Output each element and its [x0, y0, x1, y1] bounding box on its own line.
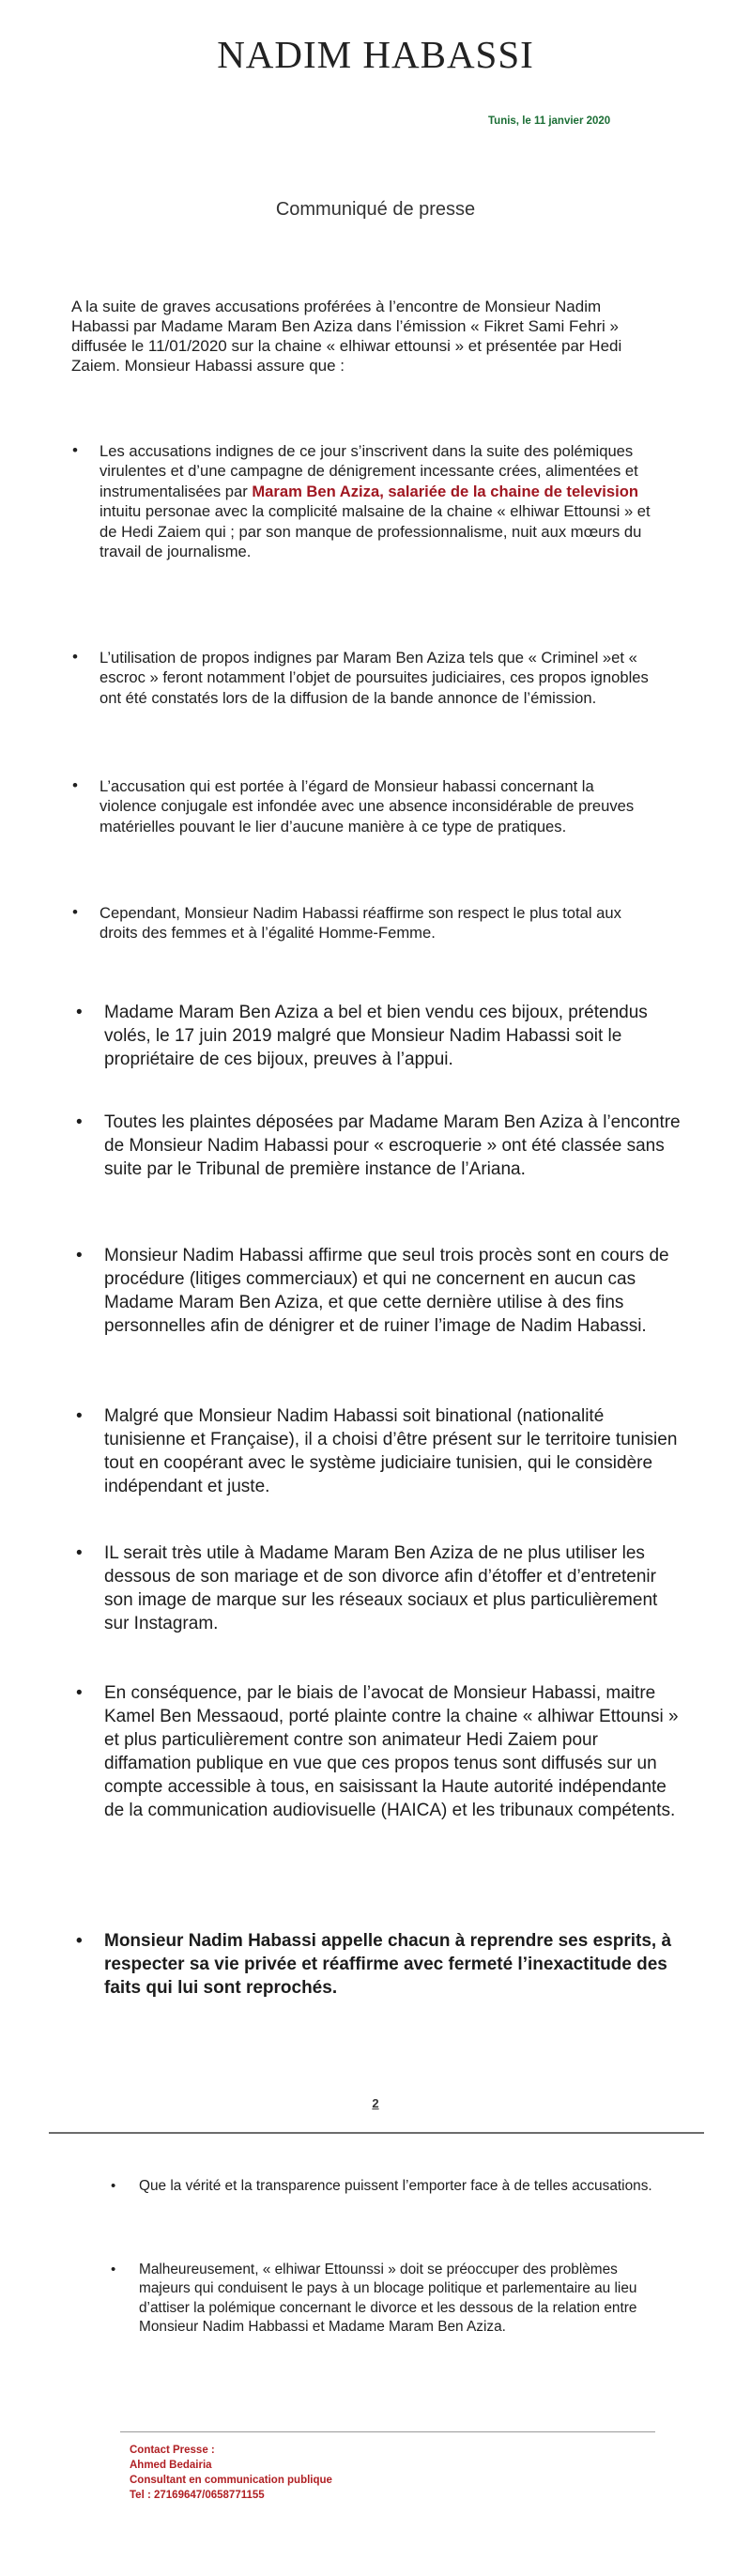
list-item: • Cependant, Monsieur Nadim Habassi réaffirme son respect le plus total aux droits des femmes et à l’égalité Homme-Femme.: [100, 903, 653, 943]
list-item-text: Les accusations indignes de ce jour s’inscrivent dans la suite des polémiques virulentes et d’une campagne de dénigrement incessante crées, alimentées et instrumentalisées par: [100, 442, 638, 500]
document-header-name: NADIM HABASSI: [217, 33, 534, 76]
page-separator: [49, 2132, 704, 2134]
list-item: • IL serait très utile à Madame Maram Ben Aziza de ne plus utiliser les dessous de son mariage et de son divorce afin d’étoffer et d’entretenir son image de marque sur les réseaux sociaux et plus particulièrement sur Instagram.: [104, 1541, 686, 1635]
list-item: • Malheureusement, « elhiwar Ettounssi » doit se préoccuper des problèmes majeurs qui conduisent le pays à un blocage politique et parlementaire au lieu d’attiser la polémique concernant le divorce et les dessous de la relation entre Monsieur Nadim Habbassi et Madame Maram Ben Aziza.: [139, 2261, 660, 2338]
bullet-list-page2: [104, 1001, 686, 1071]
contact-name: Ahmed Bedairia: [130, 2460, 212, 2471]
list-item-text: intuitu personae avec la complicité malsaine de la chaine « elhiwar Ettounsi » et de Hedi Zaiem qui ; par son manque de professionnalisme, nuit aux mœurs du travail de journalisme.: [100, 502, 651, 561]
contact-separator: [120, 2431, 655, 2432]
bullet-list-page3: [139, 2177, 660, 2196]
bullet-list-page2: [104, 1929, 686, 2000]
document-title: Communiqué de presse: [275, 199, 476, 220]
contact-phone: Tel : 27169647/0658771155: [130, 2490, 265, 2501]
bullet-list-page1: [100, 903, 653, 943]
contact-label: Contact Presse :: [130, 2445, 215, 2456]
bullet-list-page1: [100, 441, 653, 561]
bullet-list-page1: [100, 776, 653, 836]
bullet-list-page2: [104, 1404, 686, 1498]
contact-role: Consultant en communication publique: [130, 2475, 332, 2486]
bullet-list-page2: [104, 1244, 686, 1338]
list-item: • Malgré que Monsieur Nadim Habassi soit binational (nationalité tunisienne et Française), il a choisi d’être présent sur le territoire tunisien tout en coopérant avec le système judiciaire tunisien, qui le considère indépendant et juste.: [104, 1404, 686, 1498]
list-item: [100, 441, 653, 561]
highlight-text: Maram Ben Aziza, salariée de la chaine de television: [252, 482, 638, 500]
document-date: Tunis, le 11 janvier 2020: [488, 115, 611, 127]
intro-paragraph: A la suite de graves accusations proférées à l’encontre de Monsieur Nadim Habassi par Madame Maram Ben Aziza dans l’émission « Fikret Sami Fehri » diffusée le 11/01/2020 sur la chaine « elhiwar ettounsi » et présentée par Hedi Zaiem. Monsieur Habassi assure que :: [71, 298, 622, 375]
list-item: • Madame Maram Ben Aziza a bel et bien vendu ces bijoux, prétendus volés, le 17 juin 2019 malgré que Monsieur Nadim Habassi soit le propriétaire de ces bijoux, preuves à l’appui.: [104, 1001, 686, 1071]
bullet-list-page2: [104, 1541, 686, 1635]
list-item: • Que la vérité et la transparence puissent l’emporter face à de telles accusations.: [139, 2177, 660, 2196]
list-item: • L’accusation qui est portée à l’égard de Monsieur habassi concernant la violence conjugale est infondée avec une absence inconsidérable de preuves matérielles pouvant le lier d’aucune manière à ce type de pratiques.: [100, 776, 653, 836]
list-item: • L’utilisation de propos indignes par Maram Ben Aziza tels que « Criminel »et « escroc » feront notamment l’objet de poursuites judiciaires, ces propos ignobles ont été constatés lors de la diffusion de la bande annonce de l’émission.: [100, 648, 653, 708]
bullet-list-page3: [139, 2261, 660, 2338]
bullet-list-page2: [104, 1111, 686, 1181]
list-item: • Monsieur Nadim Habassi affirme que seul trois procès sont en cours de procédure (litiges commerciaux) et qui ne concernent en aucun cas Madame Maram Ben Aziza, et que cette dernière utilise à des fins personnelles afin de dénigrer et de ruiner l’image de Nadim Habassi.: [104, 1244, 686, 1338]
list-item: • En conséquence, par le biais de l’avocat de Monsieur Habassi, maitre Kamel Ben Messaoud, porté plainte contre la chaine « alhiwar Ettounsi » et plus particulièrement contre son animateur Hedi Zaiem pour diffamation publique en vue que ces propos tenus sont diffusés sur un compte accessible à tous, en saisissant la Haute autorité indépendante de la communication audiovisuelle (HAICA) et les tribunaux compétents.: [104, 1681, 686, 1822]
page-number: 2: [372, 2096, 379, 2110]
bullet-list-page1: [100, 648, 653, 708]
bullet-list-page2: [104, 1681, 686, 1822]
list-item: • Toutes les plaintes déposées par Madame Maram Ben Aziza à l’encontre de Monsieur Nadim Habassi pour « escroquerie » ont été classée sans suite par le Tribunal de première instance de l’Ariana.: [104, 1111, 686, 1181]
contact-block: [130, 2443, 332, 2503]
list-item: • Monsieur Nadim Habassi appelle chacun à reprendre ses esprits, à respecter sa vie privée et réaffirme avec fermeté l’inexactitude des faits qui lui sont reprochés.: [104, 1929, 686, 2000]
